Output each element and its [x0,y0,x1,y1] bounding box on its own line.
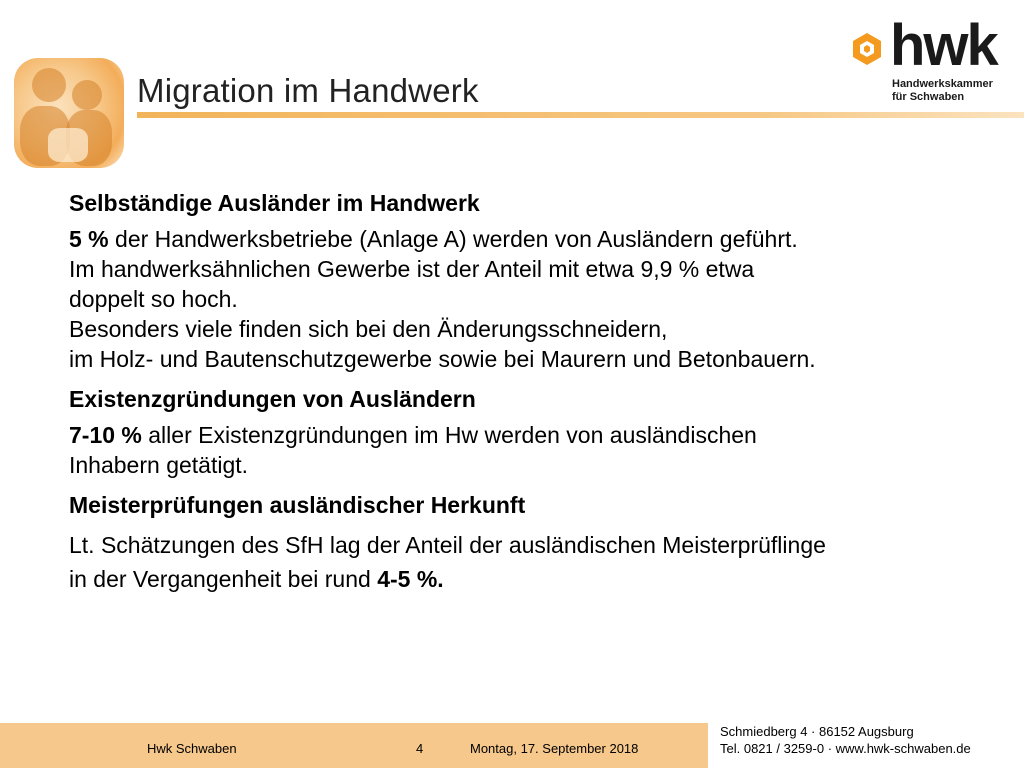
logo-subtitle: Handwerkskammer für Schwaben [892,78,993,103]
section-heading-meisterpruefungen: Meisterprüfungen ausländischer Herkunft [69,492,526,518]
logo-wordmark: hwk [890,13,997,78]
hwk-logo [850,13,1010,108]
header-photo [14,58,124,168]
hexagon-logo-icon [850,32,884,66]
footer-org: Hwk Schwaben [147,741,237,756]
title-underline [137,112,1024,118]
section-text-meisterpruefungen: Lt. Schätzungen des SfH lag der Anteil der ausländischen Meisterprüflinge in der Vergangenheit bei rund 4-5 %. [69,532,826,592]
section-heading-existenzgruendungen: Existenzgründungen von Ausländern [69,386,476,412]
footer-contact: Tel. 0821 / 3259-0 · www.hwk-schwaben.de [720,741,971,756]
slide-content [69,188,1014,596]
footer-page-number: 4 [416,741,424,756]
section-heading-selbstaendige: Selbständige Ausländer im Handwerk [69,190,480,216]
section-text-selbstaendige: 5 % der Handwerksbetriebe (Anlage A) werden von Ausländern geführt. Im handwerksähnlichen Gewerbe ist der Anteil mit etwa 9,9 % etwa doppelt so hoch. Besonders viele finden sich bei den Änderungsschneidern, im Holz- und Bautenschutzgewerbe sowie bei Maurern und Betonbauern. [69,226,816,372]
footer-address: Schmiedberg 4 · 86152 Augsburg [720,724,914,739]
footer-date: Montag, 17. September 2018 [470,741,639,756]
section-text-existenzgruendungen: 7-10 % aller Existenzgründungen im Hw werden von ausländischen Inhabern getätigt. [69,422,757,478]
page-title: Migration im Handwerk [137,72,479,109]
